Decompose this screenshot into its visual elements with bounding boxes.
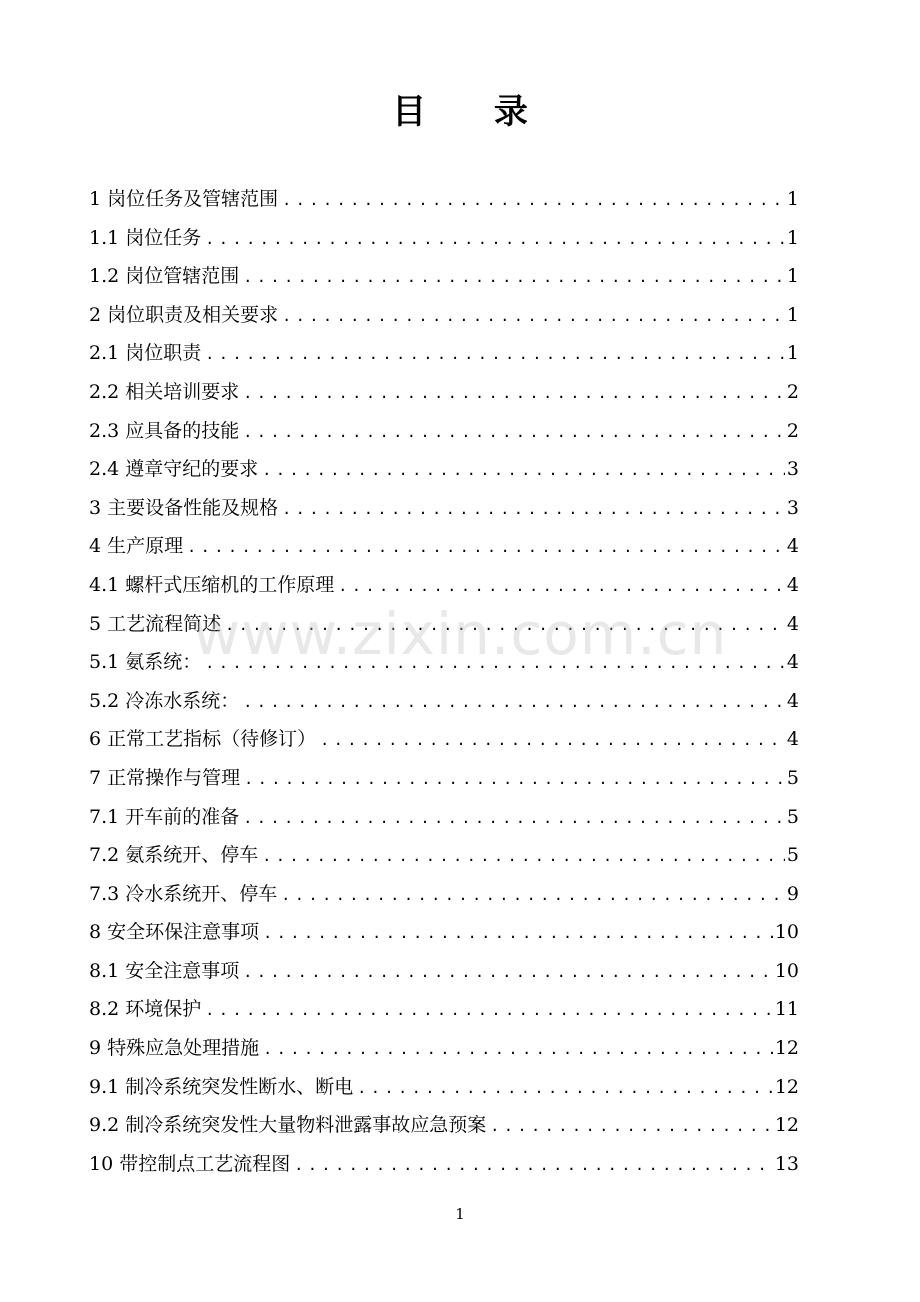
- toc-entry[interactable]: [89, 990, 799, 1029]
- toc-entry-title: 7.2 氨系统开、停车: [89, 844, 259, 867]
- toc-entry-title: 9 特殊应急处理措施: [89, 1037, 260, 1060]
- toc-entry-title: 5 工艺流程简述: [89, 612, 222, 635]
- toc-entry[interactable]: [89, 296, 799, 335]
- toc-dot-leader: [282, 181, 785, 219]
- toc-entry-title: 1.1 岗位任务: [89, 226, 202, 249]
- toc-dot-leader: [357, 1069, 773, 1107]
- toc-entry-page-number: 1: [786, 342, 799, 365]
- watermark: www.zixin.com.cn: [192, 600, 728, 668]
- toc-dot-leader: [187, 528, 785, 566]
- toc-dot-leader: [243, 953, 773, 991]
- page-title: 目 录: [392, 92, 556, 132]
- toc-dot-leader: [244, 760, 785, 798]
- toc-dot-leader: [263, 914, 773, 952]
- toc-entry-page-number: 10: [774, 921, 799, 944]
- toc-dot-leader: [281, 876, 785, 914]
- toc-entry-title: 7 正常操作与管理: [89, 766, 241, 789]
- toc-entry-title: 2.2 相关培训要求: [89, 380, 240, 403]
- toc-entry-page-number: 5: [786, 844, 799, 867]
- toc-dot-leader: [320, 721, 785, 759]
- toc-dot-leader: [243, 413, 785, 451]
- toc-entry-page-number: 3: [786, 496, 799, 519]
- toc-entry-title: 2 岗位职责及相关要求: [89, 303, 279, 326]
- toc-dot-leader: [243, 374, 785, 412]
- toc-entry-page-number: 12: [774, 1075, 799, 1098]
- toc-entry-page-number: 10: [774, 959, 799, 982]
- toc-entry[interactable]: [89, 759, 799, 798]
- toc-dot-leader: [262, 837, 785, 875]
- toc-dot-leader: [262, 451, 785, 489]
- toc-entry[interactable]: [89, 875, 799, 914]
- toc-dot-leader: [205, 991, 773, 1029]
- toc-entry-page-number: 4: [786, 728, 799, 751]
- toc-entry[interactable]: [89, 643, 799, 682]
- toc-entry[interactable]: [89, 1068, 799, 1107]
- toc-entry-page-number: 4: [786, 573, 799, 596]
- toc-dot-leader: [282, 490, 785, 528]
- toc-entry[interactable]: [89, 1029, 799, 1068]
- toc-entry[interactable]: [89, 257, 799, 296]
- toc-entry-title: 10 带控制点工艺流程图: [89, 1152, 291, 1175]
- toc-entry-title: 8.2 环境保护: [89, 998, 202, 1021]
- toc-entry-page-number: 5: [786, 805, 799, 828]
- toc-dot-leader: [243, 683, 785, 721]
- toc-entry-title: 1 岗位任务及管辖范围: [89, 188, 279, 210]
- toc-dot-leader: [205, 644, 785, 682]
- toc-entry[interactable]: [89, 180, 799, 219]
- toc-entry[interactable]: [89, 450, 799, 489]
- toc-entry-page-number: 5: [786, 766, 799, 789]
- toc-entry[interactable]: [89, 527, 799, 566]
- toc-entry[interactable]: [89, 219, 799, 258]
- toc-entry-page-number: 12: [774, 1037, 799, 1060]
- toc-entry-page-number: 3: [786, 458, 799, 481]
- toc-dot-leader: [263, 1030, 773, 1068]
- toc-entry-title: 1.2 岗位管辖范围: [89, 265, 240, 288]
- toc-entry-page-number: 4: [786, 535, 799, 558]
- toc-entry-page-number: 4: [786, 612, 799, 635]
- toc-entry-title: 8.1 安全注意事项: [89, 959, 240, 982]
- toc-entry[interactable]: [89, 720, 799, 759]
- toc-entry[interactable]: [89, 952, 799, 991]
- toc-entry-title: 4 生产原理: [89, 535, 184, 558]
- toc-dot-leader: [294, 1146, 773, 1184]
- toc-entry[interactable]: [89, 412, 799, 451]
- toc-entry-page-number: 9: [786, 882, 799, 905]
- toc-dot-leader: [282, 297, 785, 335]
- toc-entry[interactable]: [89, 489, 799, 528]
- toc-entry-title: 9.1 制冷系统突发性断水、断电: [89, 1075, 354, 1098]
- toc-entry-title: 9.2 制冷系统突发性大量物料泄露事故应急预案: [89, 1114, 487, 1137]
- toc-entry[interactable]: [89, 836, 799, 875]
- toc-entry[interactable]: [89, 798, 799, 837]
- toc-entry-title: 5.2 冷冻水系统：: [89, 689, 240, 712]
- toc-entry-page-number: 4: [786, 689, 799, 712]
- toc-entry[interactable]: [89, 682, 799, 721]
- toc-entry-title: 3 主要设备性能及规格: [89, 496, 279, 519]
- toc-entry-page-number: 4: [786, 651, 799, 674]
- toc-entry-title: 2.4 遵章守纪的要求: [89, 458, 259, 481]
- toc-dot-leader: [243, 258, 785, 296]
- page-number: 1: [455, 1205, 465, 1223]
- toc-dot-leader: [205, 220, 785, 258]
- toc-entry[interactable]: [89, 334, 799, 373]
- toc-entry[interactable]: [89, 566, 799, 605]
- toc-entry-page-number: 1: [786, 303, 799, 326]
- toc-entry-page-number: 11: [774, 998, 799, 1021]
- toc-entry-title: 7.3 冷水系统开、停车: [89, 882, 278, 905]
- table-of-contents: [89, 180, 799, 1183]
- toc-entry[interactable]: [89, 913, 799, 952]
- toc-entry-page-number: 2: [786, 380, 799, 403]
- toc-entry-page-number: 12: [774, 1114, 799, 1137]
- toc-dot-leader: [338, 567, 785, 605]
- toc-dot-leader: [243, 799, 785, 837]
- toc-dot-leader: [490, 1107, 773, 1145]
- toc-dot-leader: [225, 606, 785, 644]
- toc-entry[interactable]: [89, 1106, 799, 1145]
- toc-dot-leader: [205, 335, 785, 373]
- toc-entry[interactable]: [89, 373, 799, 412]
- toc-entry-title: 8 安全环保注意事项: [89, 921, 260, 944]
- toc-entry-page-number: 2: [786, 419, 799, 442]
- toc-entry-title: 2.3 应具备的技能: [89, 419, 240, 442]
- toc-entry-title: 2.1 岗位职责: [89, 342, 202, 365]
- toc-entry-page-number: 1: [786, 226, 799, 249]
- toc-entry-title: 4.1 螺杆式压缩机的工作原理: [89, 573, 335, 596]
- toc-entry-title: 5.1 氨系统：: [89, 651, 202, 674]
- toc-entry[interactable]: [89, 1145, 799, 1184]
- toc-entry-page-number: 13: [774, 1152, 799, 1175]
- toc-entry-title: 6 正常工艺指标（待修订）: [89, 728, 317, 751]
- toc-entry-title: 7.1 开车前的准备: [89, 805, 240, 828]
- toc-entry-page-number: 1: [786, 188, 799, 210]
- toc-entry[interactable]: [89, 605, 799, 644]
- toc-entry-page-number: 1: [786, 265, 799, 288]
